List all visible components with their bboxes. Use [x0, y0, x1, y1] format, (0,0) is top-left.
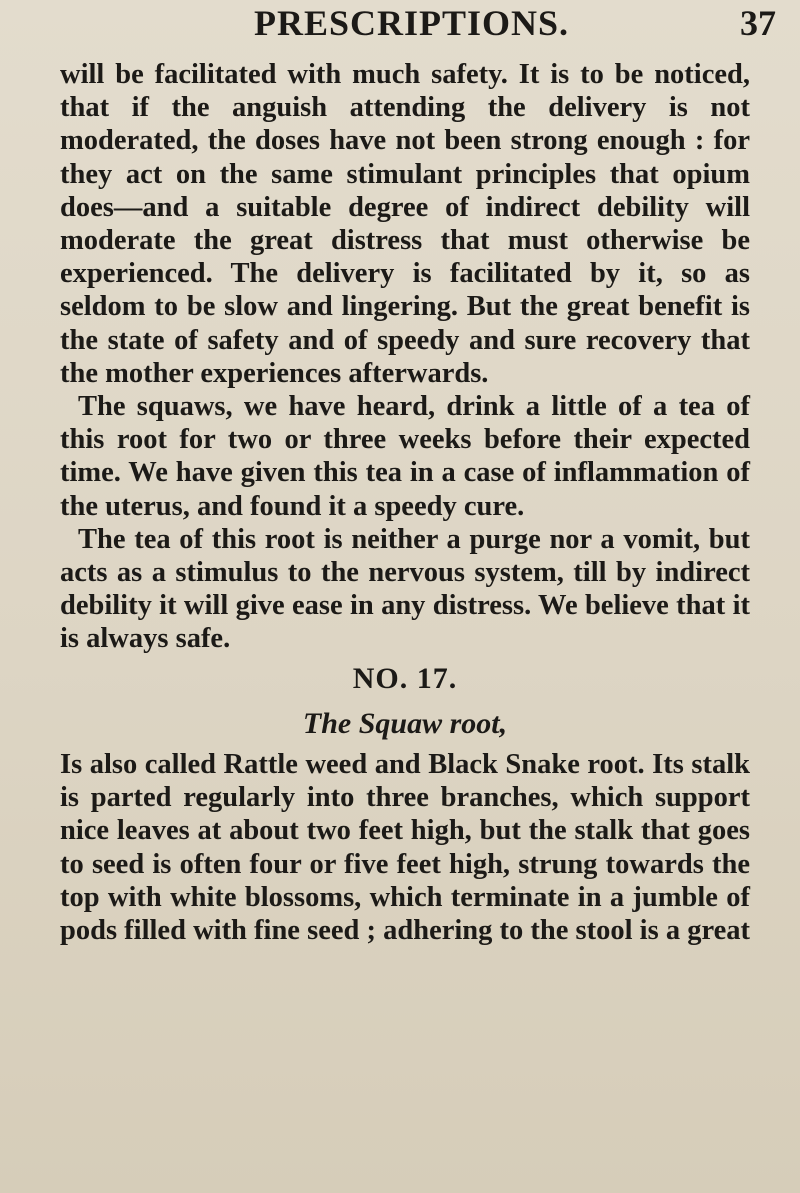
- section-number: NO. 17.: [352, 661, 458, 695]
- running-header: [0, 0, 800, 52]
- running-title: PRESCRIPTIONS.: [254, 3, 570, 43]
- paragraph-squaws-tea: The squaws, we have heard, drink a little of a tea of this root for two or three weeks before their expected time. We have given this tea in a case of inflammation of the uterus, and found it a speedy cure.: [60, 391, 750, 522]
- paragraph-squaw-root: Is also called Rattle weed and Black Snake root. Its stalk is parted regularly into three branches, which support nice leaves at about two feet high, but the stalk that goes to seed is often four or five feet high, strung towards the top with white blossoms, which terminate in a jumble of pods filled with fine seed ; adhering to the stool is a great: [60, 749, 750, 947]
- section-title: The Squaw root,: [302, 706, 508, 740]
- paragraph-delivery: will be facilitated with much safety. It is to be noticed, that if the anguish attending the delivery is not moderated, the doses have not been strong enough : for they act on the same stimulant principles that opium does—and a suitable degree of indirect debility will moderate the great distress that must otherwise be experienced. The delivery is facilitated by it, so as seldom to be slow and lingering. But the great benefit is the state of safety and of speedy and sure recovery that the mother experiences afterwards.: [60, 59, 750, 389]
- paragraph-tea-effects: The tea of this root is neither a purge nor a vomit, but acts as a stimulus to the nervous system, till by indirect debility it will give ease in any distress. We believe that it is always safe.: [60, 523, 750, 655]
- page-body: [60, 58, 750, 947]
- page-number: 37: [740, 3, 776, 43]
